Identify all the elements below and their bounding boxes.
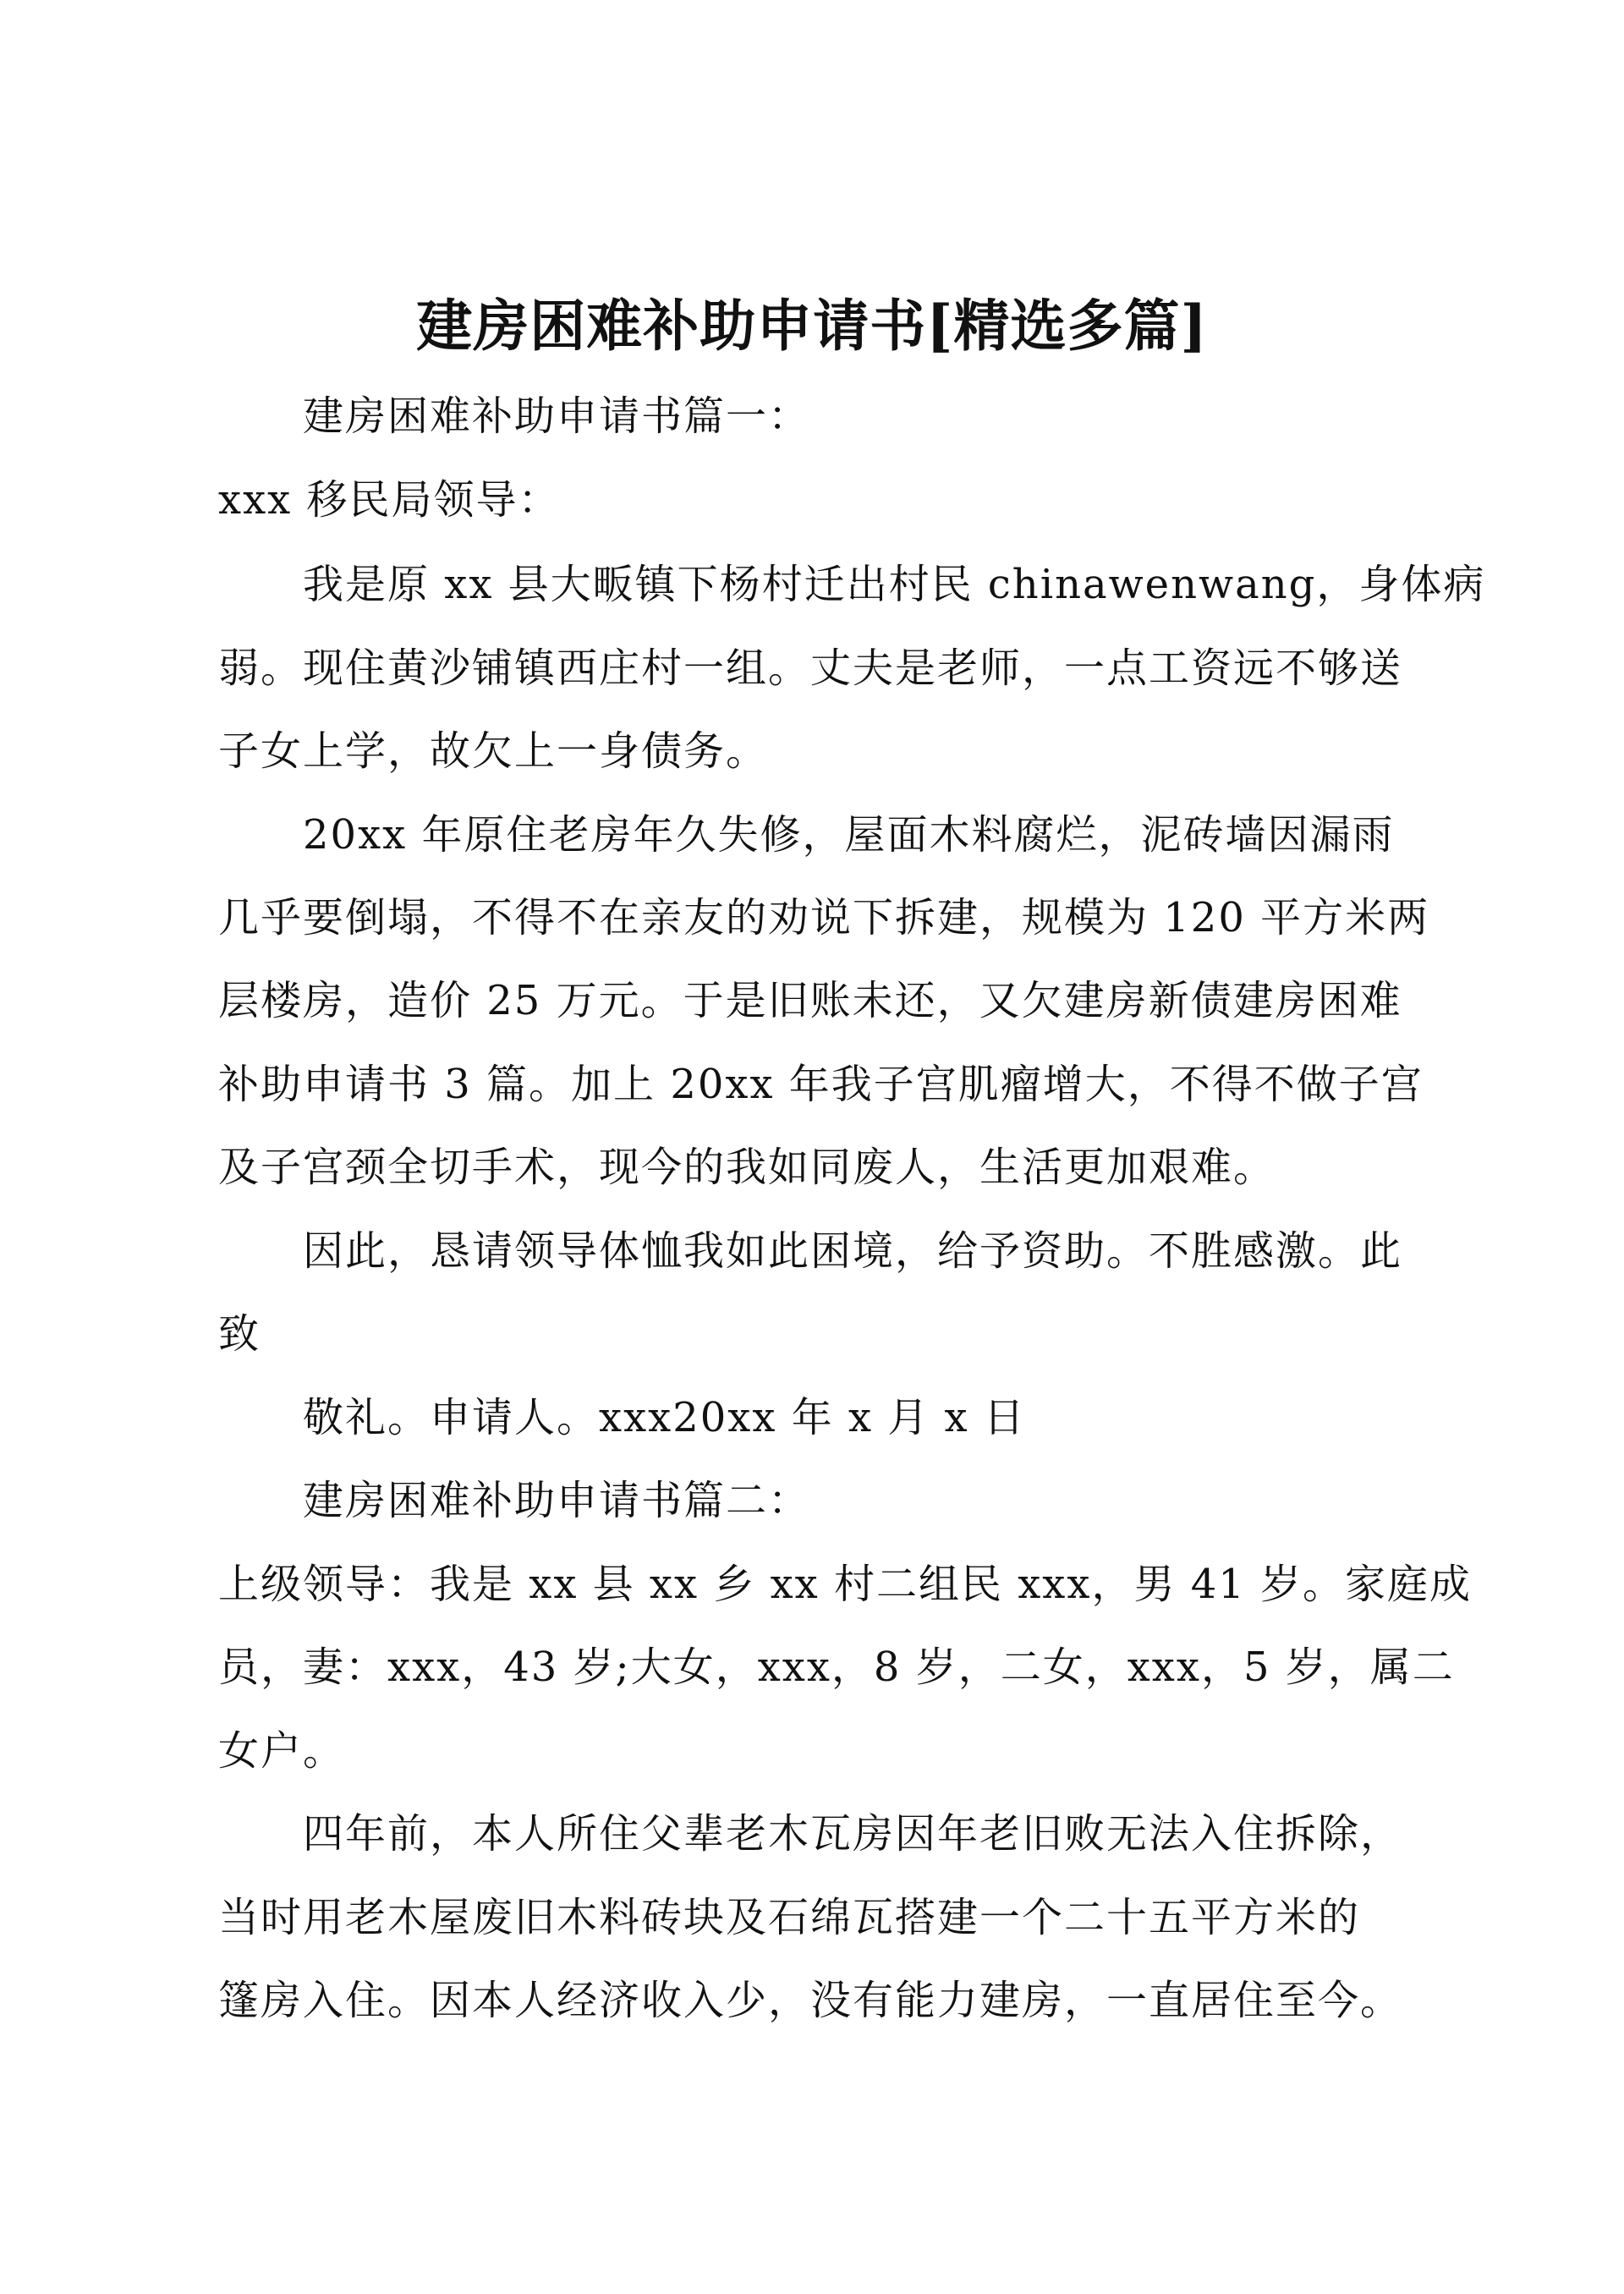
salutation-1: xxx 移民局领导： <box>218 476 561 524</box>
section-heading-2: 建房困难补助申请书篇二： <box>303 1477 811 1524</box>
closing-line: 敬礼。申请人。xxx20xx 年 x 月 x 日 <box>303 1394 1026 1441</box>
paragraph-line: 篷房入住。因本人经济收入少，没有能力建房，一直居住至今。 <box>218 1977 1403 2024</box>
paragraph-line: 子女上学，故欠上一身债务。 <box>218 727 769 775</box>
paragraph-line: 补助申请书 3 篇。加上 20xx 年我子宫肌瘤增大，不得不做子宫 <box>218 1061 1424 1108</box>
paragraph-line: 女户。 <box>218 1727 346 1775</box>
paragraph-line: 层楼房，造价 25 万元。于是旧账未还，又欠建房新债建房困难 <box>218 977 1402 1024</box>
section-heading-1: 建房困难补助申请书篇一： <box>303 392 811 440</box>
paragraph-line: 我是原 xx 县大畈镇下杨村迁出村民 chinawenwang，身体病 <box>303 561 1486 608</box>
paragraph-line: 上级领导：我是 xx 县 xx 乡 xx 村二组民 xxx，男 41 岁。家庭成 <box>218 1561 1473 1608</box>
paragraph-line: 员，妻：xxx，43 岁;大女，xxx，8 岁，二女，xxx，5 岁，属二 <box>218 1644 1455 1691</box>
paragraph-line: 致 <box>218 1310 261 1358</box>
paragraph-line: 四年前，本人所住父辈老木瓦房因年老旧败无法入住拆除， <box>303 1810 1403 1858</box>
paragraph-line: 20xx 年原住老房年久失修，屋面木料腐烂，泥砖墙因漏雨 <box>303 811 1395 859</box>
paragraph-line: 弱。现住黄沙铺镇西庄村一组。丈夫是老师，一点工资远不够送 <box>218 645 1403 692</box>
paragraph-line: 因此，恳请领导体恤我如此困境，给予资助。不胜感激。此 <box>303 1227 1403 1275</box>
paragraph-line: 当时用老木屋废旧木料砖块及石绵瓦搭建一个二十五平方米的 <box>218 1894 1361 1941</box>
paragraph-line: 及子宫颈全切手术，现今的我如同废人，生活更加艰难。 <box>218 1144 1276 1191</box>
paragraph-line: 几乎要倒塌，不得不在亲友的劝说下拆建，规模为 120 平方米两 <box>218 894 1430 941</box>
document-title: 建房困难补助申请书[精选多篇] <box>416 293 1208 359</box>
